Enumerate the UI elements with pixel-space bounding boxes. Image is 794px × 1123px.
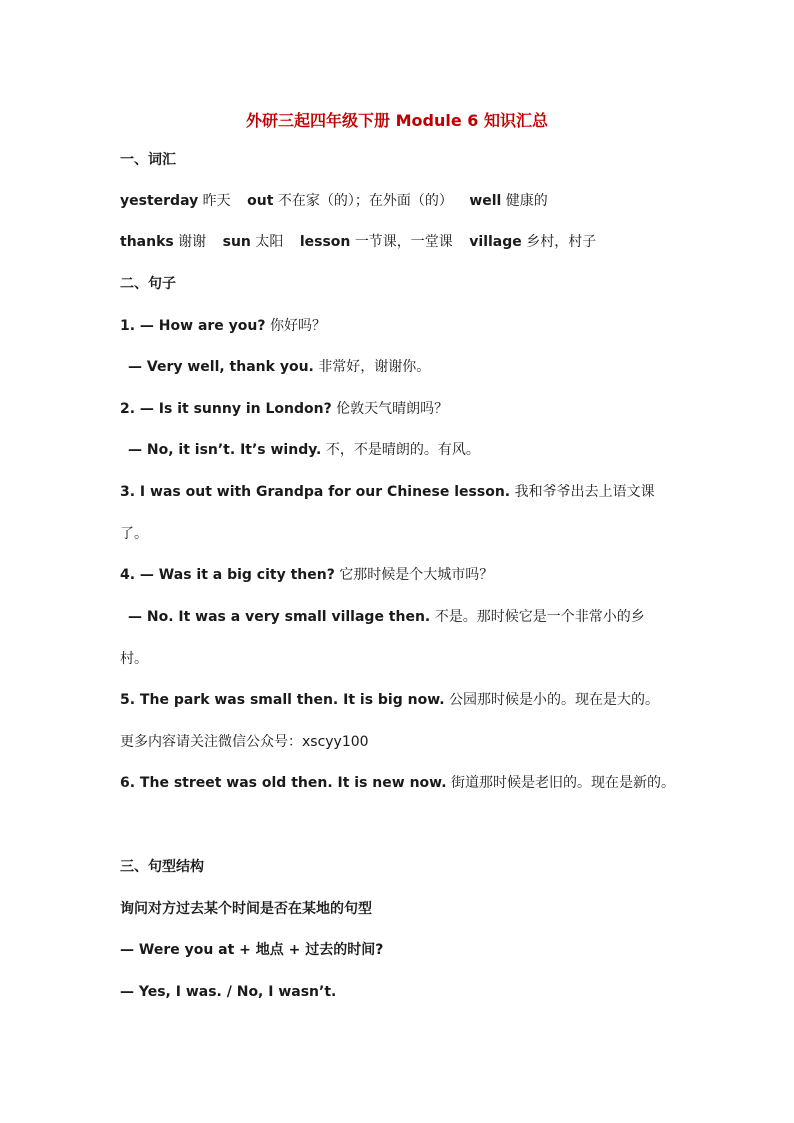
sentence-4-answer: — No. It was a very small village then. 不是。那时候它是一个非常小的乡: [128, 609, 645, 625]
vocab-meaning: 太阳: [255, 234, 284, 250]
vocab-word: well: [469, 193, 502, 209]
page-title: 外研三起四年级下册 Module 6 知识汇总: [246, 111, 548, 130]
sentence-4-question: 4. — Was it a big city then? 它那时候是个大城市吗？: [120, 567, 494, 583]
vocab-meaning: 谢谢: [178, 234, 207, 250]
vocab-meaning: 一节课，一堂课: [354, 234, 453, 250]
pattern-answer: — Yes, I was. / No, I wasn’t.: [120, 984, 337, 1000]
pattern-question: — Were you at + 地点 + 过去的时间?: [120, 942, 384, 958]
vocab-row-1: [120, 191, 684, 211]
section-heading-vocabulary: 一、词汇: [120, 152, 176, 168]
vocab-meaning: 不在家（的）；在外面（的）: [277, 193, 453, 209]
sentence-6: 6. The street was old then. It is new now. 街道那时候是老旧的。现在是新的。: [120, 775, 675, 791]
sentence-2-answer: — No, it isn’t. It’s windy. 不，不是晴朗的。有风。: [128, 442, 480, 458]
promo-text: 更多内容请关注微信公众号：xscyy100: [120, 734, 369, 750]
sentence-5: 5. The park was small then. It is big now. 公园那时候是小的。现在是大的。: [120, 692, 660, 708]
sentence-1-question: 1. — How are you? 你好吗？: [120, 318, 326, 334]
vocab-word: thanks: [120, 234, 174, 250]
sentence-3: 3. I was out with Grandpa for our Chinese lesson. 我和爷爷出去上语文课: [120, 484, 655, 500]
sentence-1-answer: — Very well, thank you. 非常好，谢谢你。: [128, 359, 431, 375]
pattern-subheading: 询问对方过去某个时间是否在某地的句型: [120, 901, 372, 917]
vocab-meaning: 昨天: [202, 193, 231, 209]
section-heading-sentences: 二、句子: [120, 276, 176, 292]
vocab-meaning: 健康的: [505, 193, 548, 209]
vocab-row-2: [120, 232, 684, 252]
sentence-4-answer-continued: 村。: [120, 651, 148, 667]
vocab-word: out: [247, 193, 274, 209]
section-heading-patterns: 三、句型结构: [120, 859, 204, 875]
vocab-word: village: [469, 234, 522, 250]
vocab-word: lesson: [299, 234, 351, 250]
vocab-word: yesterday: [120, 193, 199, 209]
sentence-2-question: 2. — Is it sunny in London? 伦敦天气晴朗吗？: [120, 401, 449, 417]
vocab-meaning: 乡村，村子: [526, 234, 597, 250]
sentence-3-continued: 了。: [120, 526, 148, 542]
vocab-word: sun: [222, 234, 251, 250]
